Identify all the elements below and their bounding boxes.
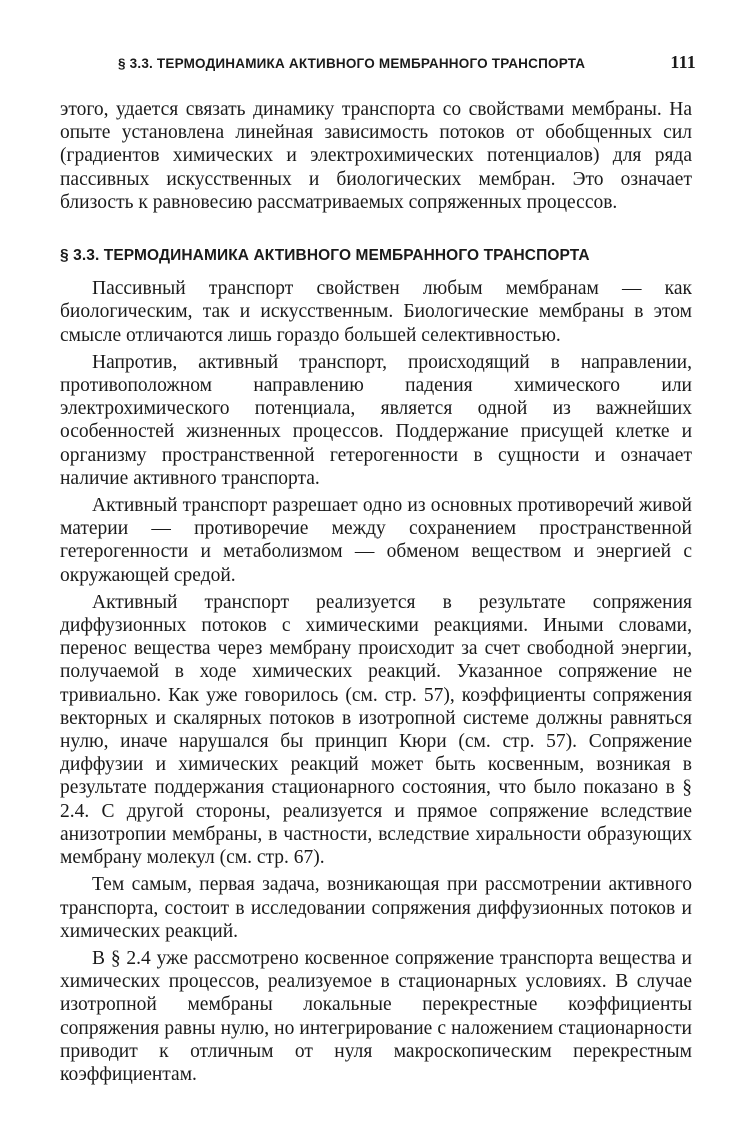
paragraph-continued: этого, удается связать динамику транспорта со свойствами мембраны. На опыте установлена линейная зависимость потоков от обобщенных сил (градиентов химических и электрохимических потенциалов) для ряда пассивных искусственных и биологических мембран. Это означает близость к равновесию рассматриваемых сопряженных процессов. xyxy=(60,99,692,213)
paragraph: Пассивный транспорт свойствен любым мембранам — как биологическим, так и искусственным. Биологические мембраны в этом смысле отличаются лишь гораздо большей селективностью. xyxy=(60,278,692,346)
running-head xyxy=(118,52,696,73)
paragraph: Напротив, активный транспорт, происходящий в направлении, противоположном направлению падения химического или электрохимического потенциала, является одной из важнейших особенностей жизненных процессов. Поддержание присущей клетке и организму пространственной гетерогенности в сущности и означает наличие активного транспорта. xyxy=(60,351,692,489)
paragraph: Тем самым, первая задача, возникающая при рассмотрении активного транспорта, состоит в исследовании сопряжения диффузионных потоков и химических реакций. xyxy=(60,874,692,942)
page-number: 111 xyxy=(670,52,696,72)
paragraph: Активный транспорт реализуется в результате сопряжения диффузионных потоков с химическими реакциями. Иными словами, перенос вещества через мембрану происходит за счет свободной энергии, получаемой в ходе химических реакций. Указанное сопряжение не тривиально. Как уже говорилось (см. стр. 57), коэффициенты сопряжения векторных и скалярных потоков в изотропной системе должны равняться нулю, иначе нарушался бы принцип Кюри (см. стр. 57). Сопряжение диффузии и химических реакций может быть косвенным, возникая в результате поддержания стационарного состояния, что было показано в § 2.4. С другой стороны, реализуется и прямое сопряжение вследствие анизотропии мембраны, в частности, вследствие хиральности образующих мембрану молекул (см. стр. 67). xyxy=(60,591,692,869)
paragraph: В § 2.4 уже рассмотрено косвенное сопряжение транспорта вещества и химических процессов, реализуемое в стационарных условиях. В случае изотропной мембраны локальные перекрестные коэффициенты сопряжения равны нулю, но интегрирование с наложением стационарности приводит к отличным от нуля макроскопическим перекрестным коэффициентам. xyxy=(60,947,692,1085)
paragraph: Активный транспорт разрешает одно из основных противоречий живой материи — противоречие между сохранением пространственной гетерогенности и метаболизмом — обменом веществом и энергией с окружающей средой. xyxy=(60,495,692,586)
section-heading: § 3.3. ТЕРМОДИНАМИКА АКТИВНОГО МЕМБРАННОГО ТРАНСПОРТА xyxy=(60,247,590,265)
running-title: § 3.3. ТЕРМОДИНАМИКА АКТИВНОГО МЕМБРАННОГО ТРАНСПОРТА xyxy=(118,56,586,71)
page-body xyxy=(60,98,692,1086)
